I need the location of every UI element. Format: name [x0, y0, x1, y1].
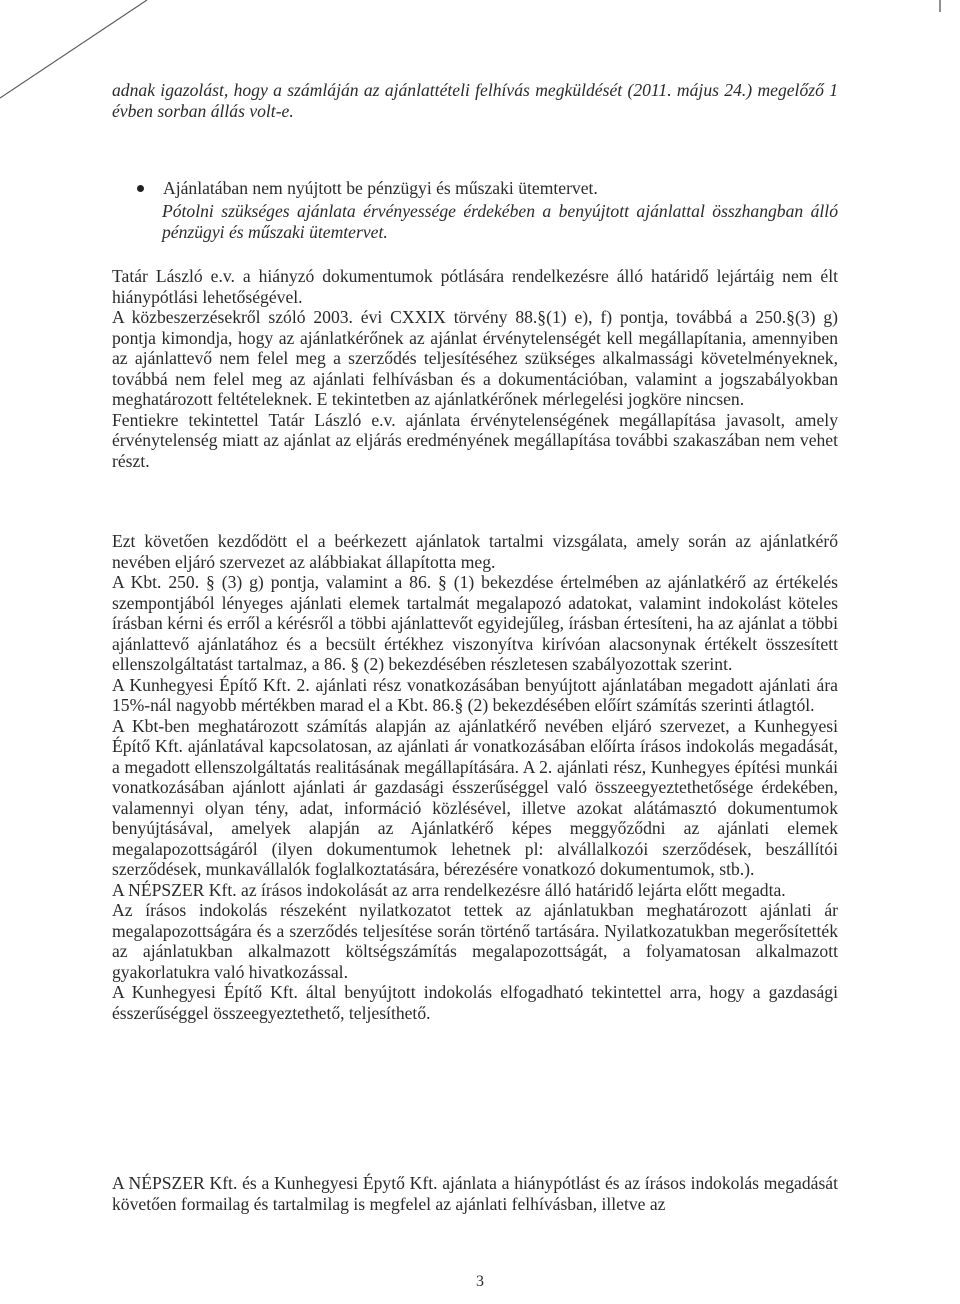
final-paragraph: A NÉPSZER Kft. és a Kunhegyesi Épytő Kft. ajánlata a hiánypótlást és az írásos indokolás megadását követően formailag és tartalmilag is megfelel az ajánlati felhívásban, illetve az [112, 1173, 838, 1214]
kbt-paragraph: A közbeszerzésekről szóló 2003. évi CXXIX törvény 88.§(1) e), f) pontja, továbbá a 250.§(3) g) pontja kimondja, hogy az ajánlatkérőnek az ajánlat érvénytelenségét kell megállapítania, amennyiben az ajánlattevő nem felel meg a szerződés teljesítéséhez szükséges alkalmassági követelményeknek, továbbá nem felel meg az ajánlati felhívásban és a dokumentációban, valamint a jogszabályokban meghatározott feltételeknek. E tekintetben az ajánlatkérőnek mérlegelési jogköre nincsen. [112, 307, 838, 409]
kbt-250-paragraph: A Kbt. 250. § (3) g) pontja, valamint a 86. § (1) bekezdése értelmében az ajánlatkérő az értékelés szempontjából lényeges ajánlati elemek tartalmát megalapozó adatokat, valamint indokolást köteles írásban kérni és erről a kérésről a többi ajánlattevőt egyidejűleg, írásban értesíteni, ha az ajánlat a többi ajánlattevő ajánlatához és a becsült értékhez viszonyítva kirívóan alacsonynak értékelt összesített ellenszolgáltatást tartalmaz, a 86. § (2) bekezdésében részletesen szabályozottak szerint. [112, 572, 838, 674]
tatar-section [112, 266, 838, 471]
written-justification-paragraph: Az írásos indokolás részeként nyilatkozatot tettek az ajánlatukban meghatározott ajánlati ár megalapozottságára és a szerződés teljesítése során történő tartására. Nyilatkozatukban megerősítették az ajánlatukban alkalmazott költségszámítás megalapozottságát, a folyamatosan alkalmazott gyakorlatukra való hivatkozással. [112, 900, 838, 982]
review-intro-paragraph: Ezt követően kezdődött el a beérkezett ajánlatok tartalmi vizsgálata, amely során az ajánlatkérő nevében eljáró szervezet az alábbiakat állapította meg. [112, 531, 838, 572]
nepszer-paragraph: A NÉPSZER Kft. az írásos indokolását az arra rendelkezésre álló határidő lejárta előtt megadta. [112, 879, 786, 900]
kunhegyesi-accepted-paragraph: A Kunhegyesi Építő Kft. által benyújtott indokolás elfogadható tekintettel arra, hogy a gazdasági ésszerűséggel összeegyeztethető, teljesíthető. [112, 982, 838, 1023]
bullet-dot [137, 185, 144, 192]
scan-corner-mark [938, 0, 960, 14]
kbt-calculation-paragraph: A Kbt-ben meghatározott számítás alapján az ajánlatkérő nevében eljáró szervezet, a Kunhegyesi Építő Kft. ajánlatával kapcsolatosan, az ajánlati ár vonatkozásában előírta írásos indokolás megadását, a megadott ellenszolgáltatás realitásának megállapítására. A 2. ajánlati rész, Kunhegyes építési munkái vonatkozásában ajánlott ajánlati ár gazdasági ésszerűséggel való összeegyeztethetősége érdekében, valamennyi olyan tény, adat, információ közlésével, illetve azokat alátámasztó dokumentumok benyújtásával, amelyek alapján az Ajánlatkérő képes meggyőződni az ajánlati elemek megalapozottságáról (ilyen dokumentumok lehetnek pl: alvállalkozói szerződések, beszállítói szerződések, munkavállalók foglalkoztatására, bérezésére vonatkozó dokumentumok, stb.). [112, 715, 838, 879]
italic-note-text: Pótolni szükséges ajánlata érvényessége érdekében a benyújtott ajánlattal összhangban álló pénzügyi és műszaki ütemtervet. [162, 201, 838, 242]
page-number: 3 [476, 1273, 484, 1290]
tatar-conclusion-paragraph: Fentiekre tekintettel Tatár László e.v. ajánlata érvénytelenségének megállapítása javasolt, amely érvénytelenség miatt az ajánlat az eljárás eredményének megállapítása további szakaszában nem vehet részt. [112, 409, 838, 471]
kunhegyesi-price-paragraph: A Kunhegyesi Építő Kft. 2. ajánlati rész vonatkozásában benyújtott ajánlatában megadott ajánlati ára 15%-nál nagyobb mértékben marad el a Kbt. 86.§ (2) bekezdésében előírt számítás szerinti átlagtól. [112, 674, 838, 715]
italic-intro-text: adnak igazolást, hogy a számláján az ajánlattételi felhívás megküldését (2011. május 24.) megelőző 1 évben sorban állás volt-e. [112, 80, 838, 121]
final-section [112, 1173, 838, 1214]
review-section [112, 531, 838, 1023]
tatar-paragraph: Tatár László e.v. a hiányzó dokumentumok pótlására rendelkezésre álló határidő lejártáig nem élt hiánypótlási lehetőségével. [112, 266, 838, 307]
italic-intro-block [112, 80, 838, 121]
bullet-item-text: Ajánlatában nem nyújtott be pénzügyi és műszaki ütemtervet. [163, 178, 598, 198]
italic-note-block [162, 201, 838, 242]
